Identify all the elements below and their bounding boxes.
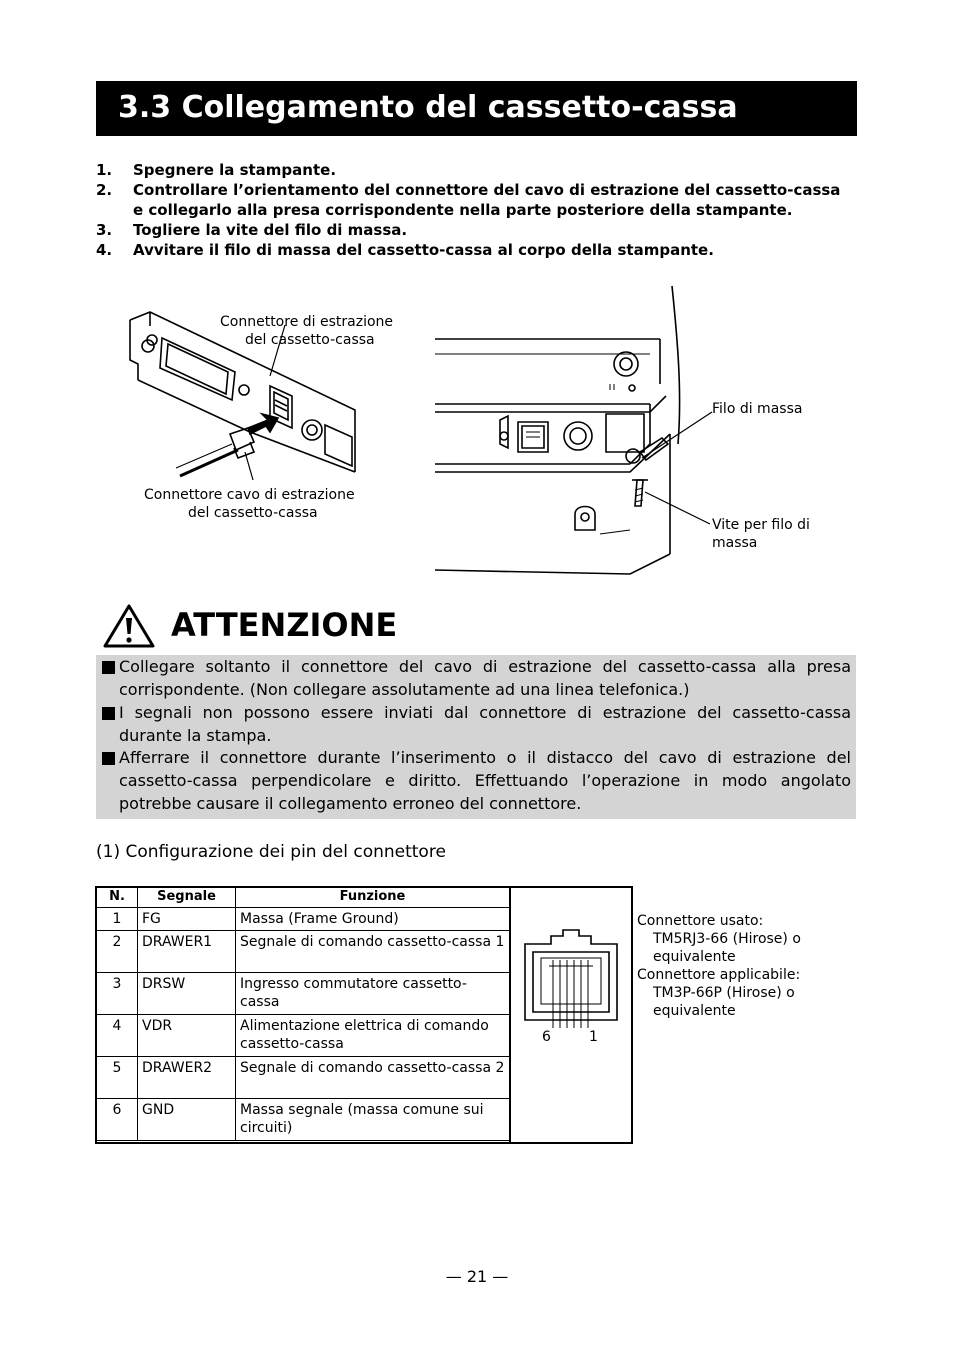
- step-number: 1.: [96, 161, 113, 179]
- section-title: 3.3 Collegamento del cassetto-cassa: [118, 90, 738, 125]
- col-header-number: N.: [97, 887, 138, 908]
- pin-number: 2: [97, 931, 138, 973]
- printer-rear-illustration: [430, 284, 720, 576]
- col-header-signal: Segnale: [138, 887, 236, 908]
- label-ground-screw-2: massa: [712, 535, 758, 551]
- pin-signal: VDR: [138, 1015, 236, 1057]
- bullet-square-icon: [102, 661, 115, 674]
- warning-item-3-line-1: Afferrare il connettore durante l’inserimento o il distacco del cavo di estrazione del: [119, 748, 851, 767]
- warning-item-2-line-2: durante la stampa.: [119, 726, 272, 745]
- warning-item-1-line-1: Collegare soltanto il connettore del cavo di estrazione del cassetto-cassa alla presa: [119, 657, 851, 676]
- pin-function: Massa (Frame Ground): [236, 908, 510, 931]
- pin-function: Alimentazione elettrica di comando cassetto-cassa: [236, 1015, 510, 1057]
- warning-item-1-line-2: corrispondente. (Non collegare assolutamente ad una linea telefonica.): [119, 680, 690, 699]
- bullet-square-icon: [102, 707, 115, 720]
- bullet-square-icon: [102, 752, 115, 765]
- pin-number: 1: [97, 908, 138, 931]
- step-number: 2.: [96, 181, 113, 199]
- connector-drawing-box: [509, 886, 633, 1144]
- label-cable-connector-2: del cassetto-cassa: [188, 505, 318, 521]
- step-text: e collegarlo alla presa corrispondente nella parte posteriore della stampante.: [133, 201, 793, 219]
- pin-label-6: 6: [542, 1029, 551, 1045]
- pin-signal: DRAWER2: [138, 1057, 236, 1099]
- connector-applicable-value: TM3P-66P (Hirose) o: [653, 985, 795, 1001]
- connector-used-value: TM5RJ3-66 (Hirose) o: [653, 931, 801, 947]
- pin-number: 3: [97, 973, 138, 1015]
- pin-config-heading: (1) Configurazione dei pin del connettore: [96, 842, 446, 862]
- label-ground-screw: Vite per filo di: [712, 517, 810, 533]
- pin-signal: GND: [138, 1099, 236, 1141]
- warning-item-3-line-2: cassetto-cassa perpendicolare e diritto. Effettuando l’operazione in modo angolato: [119, 771, 851, 790]
- warning-triangle-icon: [102, 603, 156, 649]
- warning-item-3-line-3: potrebbe causare il collegamento erroneo del connettore.: [119, 794, 582, 813]
- pin-signal: DRAWER1: [138, 931, 236, 973]
- step-text: Togliere la vite del filo di massa.: [133, 221, 408, 239]
- step-number: 3.: [96, 221, 113, 239]
- pin-label-1: 1: [589, 1029, 598, 1045]
- page-number: — 21 —: [445, 1267, 509, 1286]
- warning-item-2-line-1: I segnali non possono essere inviati dal connettore di estrazione del cassetto-cassa: [119, 703, 851, 722]
- label-ground-wire: Filo di massa: [712, 401, 803, 417]
- pin-function: Segnale di comando cassetto-cassa 2: [236, 1057, 510, 1099]
- step-text: Spegnere la stampante.: [133, 161, 337, 179]
- col-header-function: Funzione: [236, 887, 510, 908]
- connector-used-label: Connettore usato:: [637, 913, 764, 929]
- pin-signal: DRSW: [138, 973, 236, 1015]
- pin-number: 5: [97, 1057, 138, 1099]
- connector-applicable-label: Connettore applicabile:: [637, 967, 801, 983]
- step-text: Controllare l’orientamento del connettore del cavo di estrazione del cassetto-cassa: [133, 181, 841, 199]
- pin-number: 6: [97, 1099, 138, 1141]
- pin-function: Massa segnale (massa comune sui circuiti): [236, 1099, 510, 1141]
- pin-signal: FG: [138, 908, 236, 931]
- pin-function: Segnale di comando cassetto-cassa 1: [236, 931, 510, 973]
- label-drawer-connector-2: del cassetto-cassa: [245, 332, 375, 348]
- pin-function: Ingresso commutatore cassetto-cassa: [236, 973, 510, 1015]
- pin-number: 4: [97, 1015, 138, 1057]
- step-text: Avvitare il filo di massa del cassetto-cassa al corpo della stampante.: [133, 241, 714, 259]
- connector-used-value-2: equivalente: [653, 949, 736, 965]
- rj-connector-icon: [521, 924, 621, 1034]
- label-drawer-connector: Connettore di estrazione: [220, 314, 394, 330]
- label-cable-connector: Connettore cavo di estrazione: [144, 487, 355, 503]
- step-number: 4.: [96, 241, 113, 259]
- warning-title: ATTENZIONE: [171, 606, 398, 644]
- connector-applicable-value-2: equivalente: [653, 1003, 736, 1019]
